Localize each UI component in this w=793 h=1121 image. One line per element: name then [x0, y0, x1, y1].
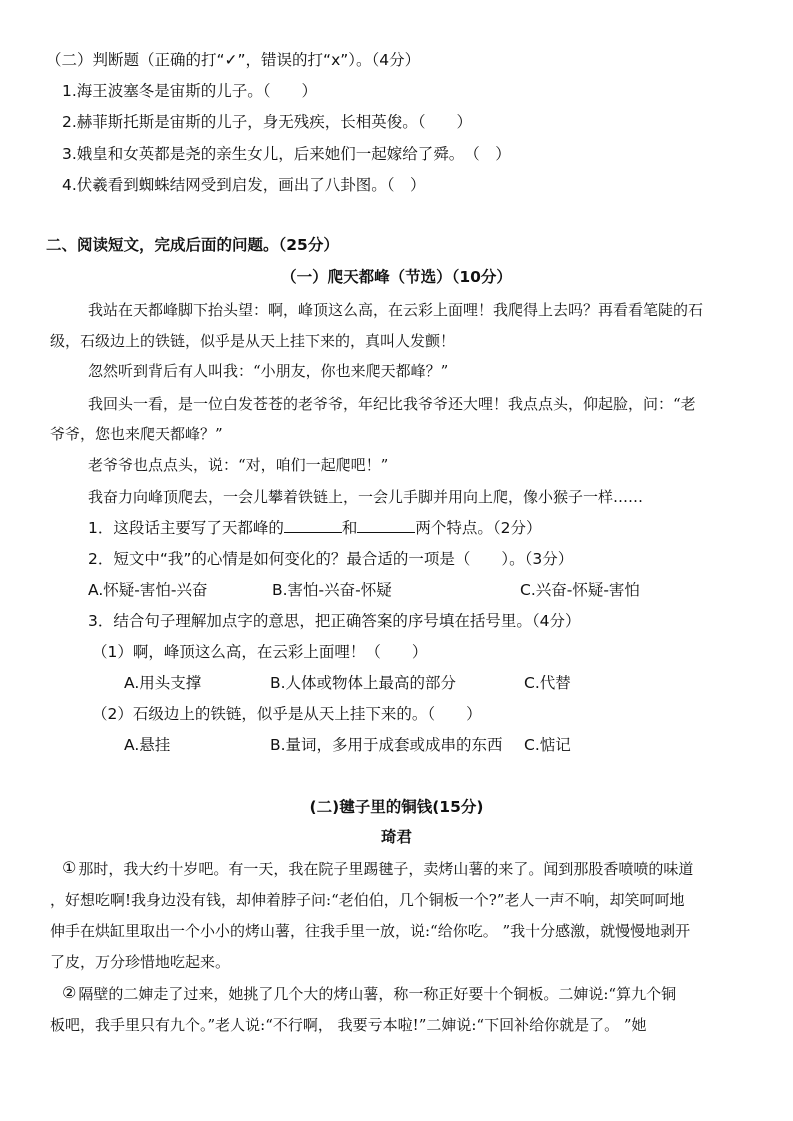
q3-2-option-b: B.量词，多用于成套或成串的东西 — [270, 736, 503, 754]
passage2-text-line — [62, 984, 676, 1004]
paragraph-number-2: ② — [62, 983, 77, 1002]
passage1-text-line: 我站在天都峰脚下抬头望：啊，峰顶这么高，在云彩上面哩！我爬得上去吗？再看看笔陡的石 — [88, 301, 704, 319]
passage1-text-line: 级，石级边上的铁链，似乎是从天上挂下来的，真叫人发颤！ — [50, 332, 456, 350]
judge-item-2: 2.赫菲斯托斯是宙斯的儿子，身无残疾，长相英俊。（ ） — [62, 113, 473, 131]
passage1-text-line: 忽然听到背后有人叫我：“小朋友，你也来爬天都峰？” — [88, 362, 449, 380]
question-2: 2．短文中“我”的心情是如何变化的？最合适的一项是（ ）。（3分） — [88, 550, 574, 568]
answer-blank-1[interactable] — [284, 517, 342, 533]
question-3-1: （1）啊，峰顶这么高，在云彩上面哩！（ ） — [92, 643, 428, 661]
question-1-suffix: 两个特点。（2分） — [415, 519, 542, 537]
question-1 — [88, 517, 542, 538]
passage2-p1-start: 那时，我大约十岁吧。有一天，我在院子里踢毽子，卖烤山薯的来了。闻到那股香喷喷的味道 — [78, 860, 694, 878]
paragraph-number-1: ① — [62, 858, 77, 877]
passage2-text-line: ，好想吃啊!我身边没有钱，却伸着脖子问:“老伯伯，几个铜板一个?”老人一声不响，却笑呵呵地 — [50, 891, 685, 909]
question-3-2: （2）石级边上的铁链，似乎是从天上挂下来的。（ ） — [92, 705, 482, 723]
passage1-text-line: 老爷爷也点点头，说：“对，咱们一起爬吧！” — [88, 456, 389, 474]
q3-1-option-a: A.用头支撑 — [124, 674, 202, 692]
passage2-text-line: 板吧，我手里只有九个。”老人说:“不行啊， 我要亏本啦!”二婶说:“下回补给你就是了。 ”她 — [50, 1016, 647, 1034]
passage1-text-line: 我奋力向峰顶爬去，一会儿攀着铁链上，一会儿手脚并用向上爬，像小猴子一样…… — [88, 488, 644, 506]
answer-blank-2[interactable] — [357, 517, 415, 533]
question-1-mid: 和 — [341, 519, 358, 537]
section-heading: 二、阅读短文，完成后面的问题。（25分） — [46, 236, 339, 254]
q2-option-a: A.怀疑-害怕-兴奋 — [88, 581, 208, 599]
passage1-text-line: 爷爷，您也来爬天都峰？” — [50, 425, 223, 443]
passage2-title: (二)毽子里的铜钱(15分) — [309, 798, 484, 816]
q3-1-option-b: B.人体或物体上最高的部分 — [270, 674, 457, 692]
passage2-p2-start: 隔壁的二婶走了过来，她挑了几个大的烤山薯，称一称正好要十个铜板。二婶说:“算九个铜 — [78, 985, 677, 1003]
q3-2-option-a: A.悬挂 — [124, 736, 171, 754]
passage2-text-line: 伸手在烘缸里取出一个小小的烤山薯，往我手里一放，说:“给你吃。 ”我十分感激，就慢慢地剥开 — [50, 922, 691, 940]
q2-option-b: B.害怕-兴奋-怀疑 — [272, 581, 392, 599]
q3-1-option-c: C.代替 — [524, 674, 571, 692]
judge-item-3: 3.娥皇和女英都是尧的亲生女儿，后来她们一起嫁给了舜。 （ ） — [62, 145, 511, 163]
passage2-text-line: 了皮，万分珍惜地吃起来。 — [50, 953, 231, 971]
judge-item-4: 4.伏羲看到蜘蛛结网受到启发，画出了八卦图。（ ） — [62, 176, 426, 194]
question-1-prefix: 1．这段话主要写了天都峰的 — [88, 519, 284, 537]
q3-2-option-c: C.惦记 — [524, 736, 571, 754]
passage1-title: （一）爬天都峰（节选）（10分） — [281, 268, 512, 286]
question-3: 3．结合句子理解加点字的意思，把正确答案的序号填在括号里。（4分） — [88, 612, 581, 630]
judge-item-1: 1.海王波塞冬是宙斯的儿子。（ ） — [62, 82, 318, 100]
passage1-text-line: 我回头一看，是一位白发苍苍的老爷爷，年纪比我爷爷还大哩！我点点头，仰起脸，问：“老 — [88, 395, 696, 413]
passage2-text-line — [62, 859, 693, 879]
q2-option-c: C.兴奋-怀疑-害怕 — [520, 581, 640, 599]
passage2-author: 琦君 — [380, 828, 412, 846]
judge-heading: （二）判断题（正确的打“✓”，错误的打“x”）。（4分） — [46, 51, 421, 69]
